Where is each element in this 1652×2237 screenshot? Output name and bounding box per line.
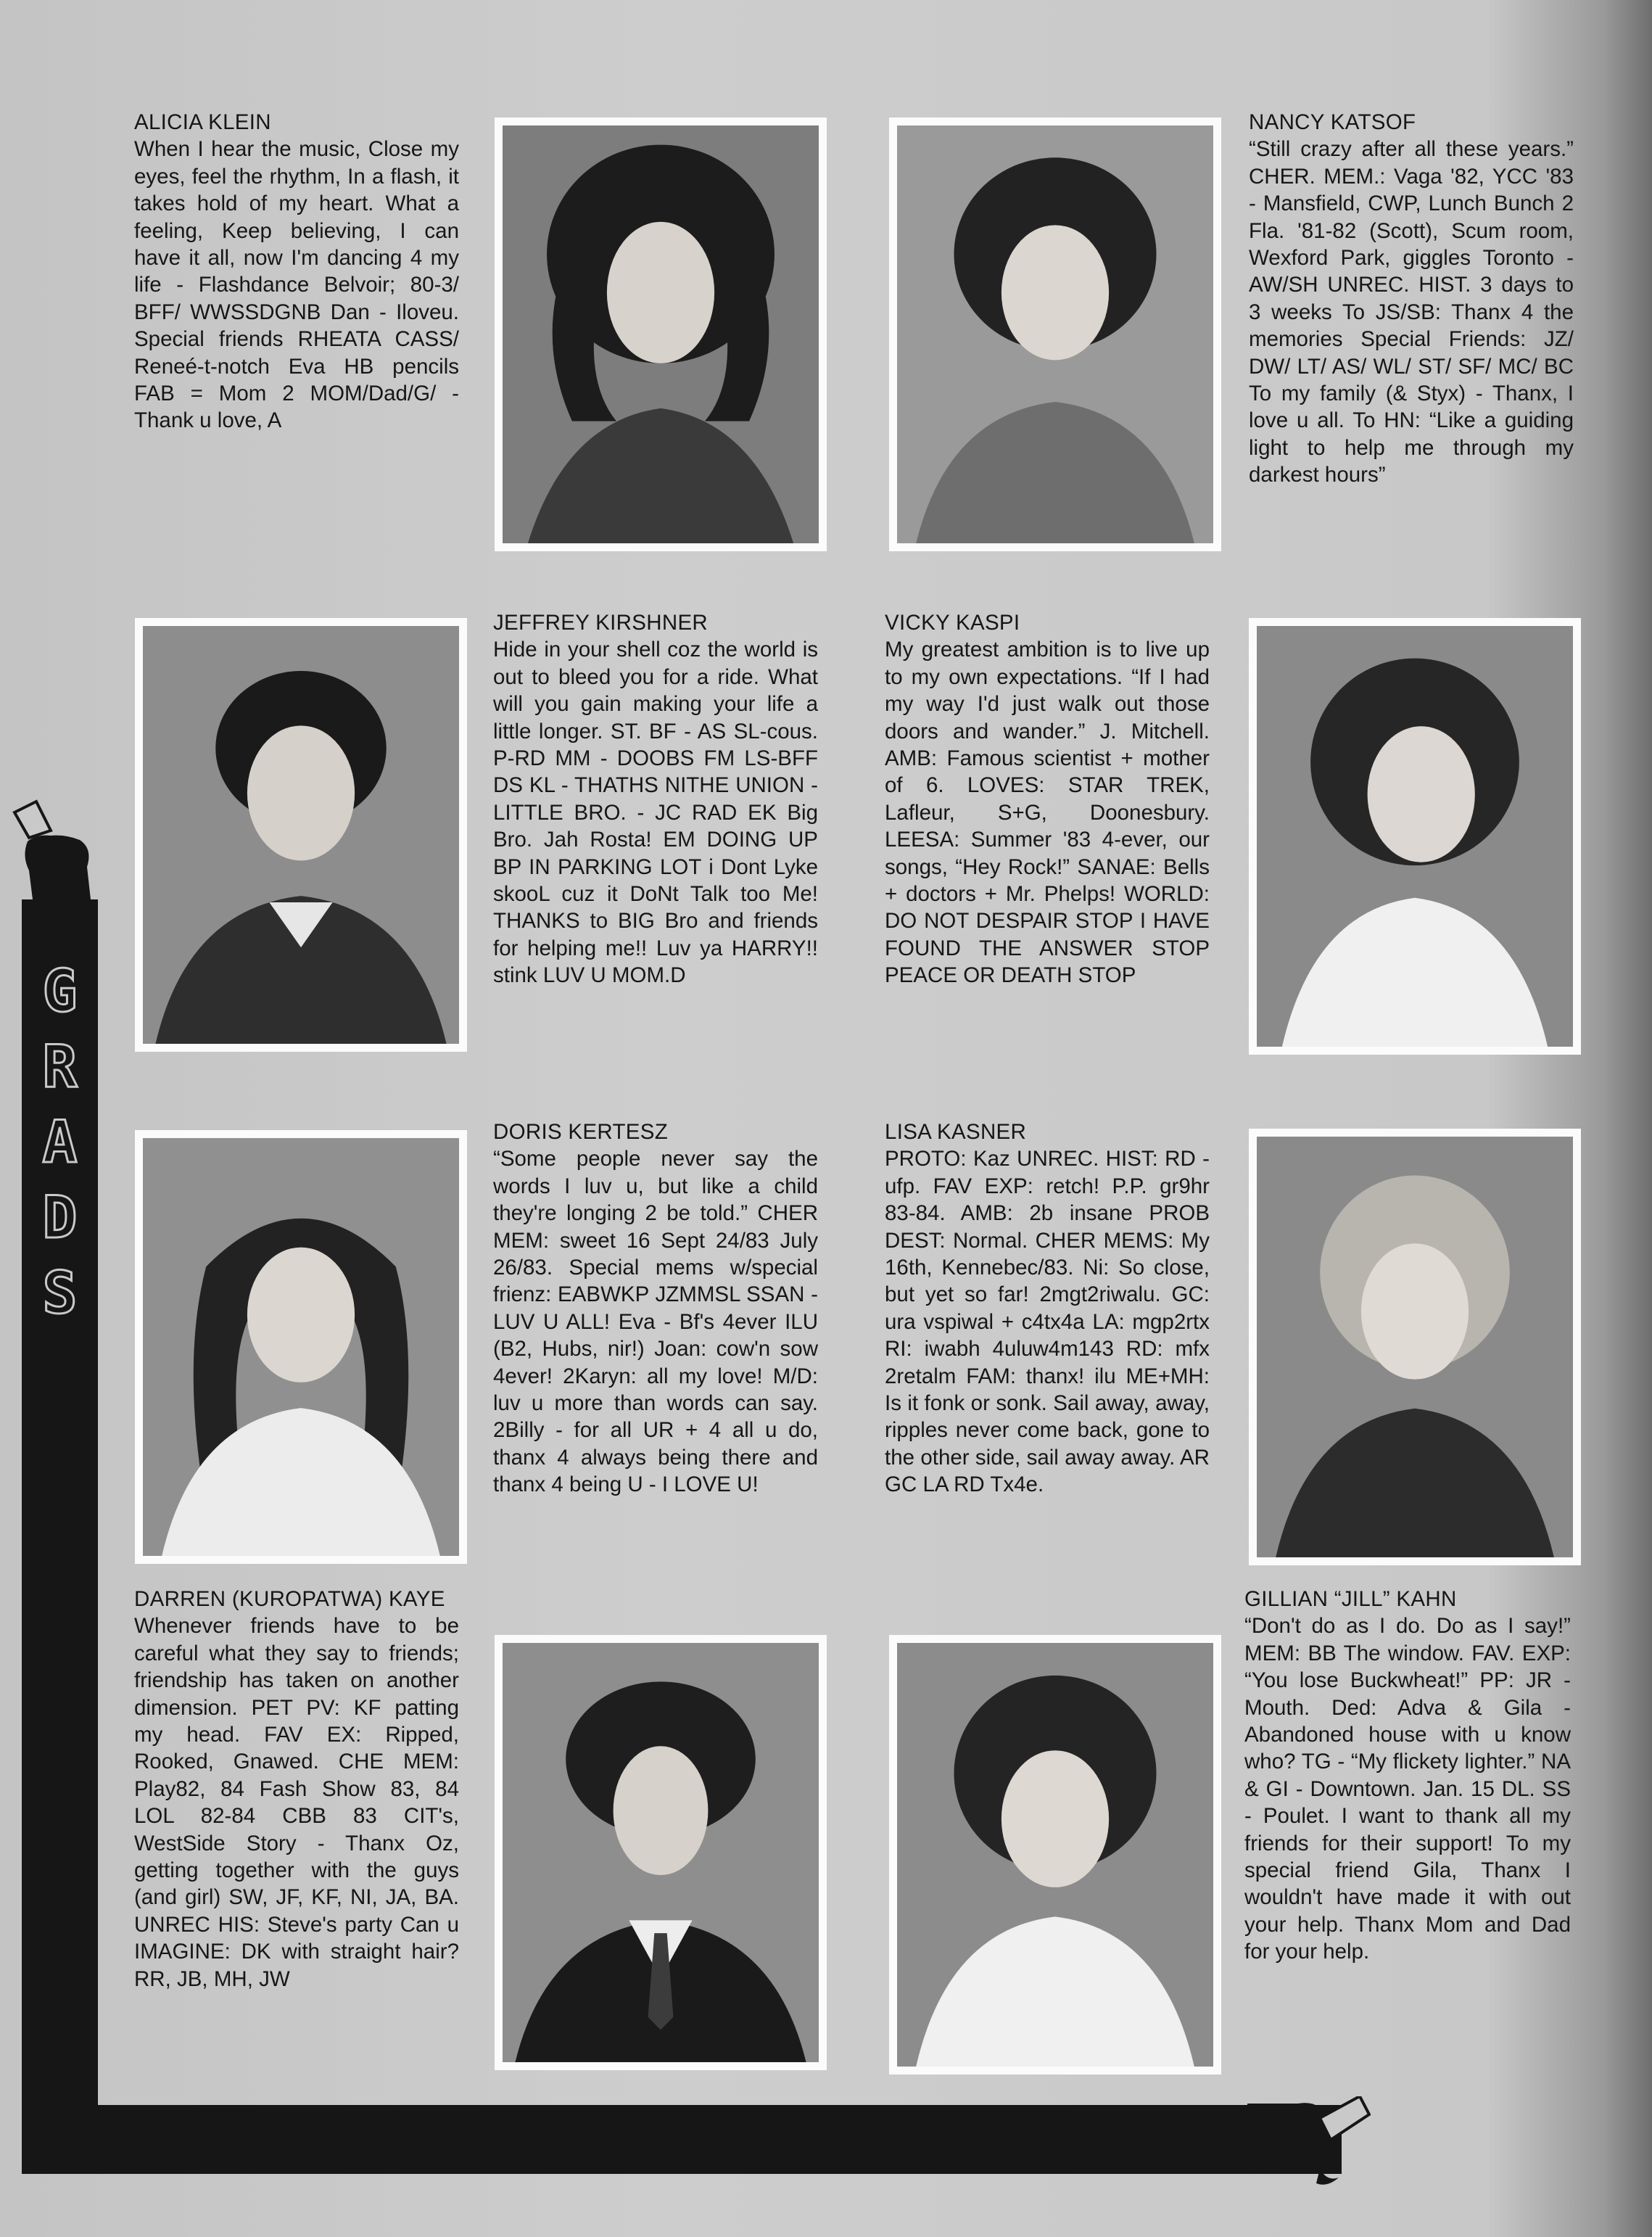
- student-name: JEFFREY KIRSHNER: [493, 611, 709, 635]
- student-name: GILLIAN “JILL” KAHN: [1244, 1587, 1457, 1611]
- portrait-photo-lisa-kasner: [1249, 1129, 1581, 1565]
- student-name: VICKY KASPI: [885, 611, 1020, 635]
- entry-gillian-kahn: [1244, 1586, 1571, 1966]
- entry-darren-kaye: [134, 1586, 459, 1993]
- student-bio: PROTO: Kaz UNREC. HIST: RD - ufp. FAV EXP: retch! P.P. gr9hr 83-84. AMB: 2b insane PROB DEST: Normal. CHER MEMS: My 16th, Kennebec/83. Ni: So close, but yet so far! 2mgt2riwalu. GC: ura vspiwal + c4tx4a LA: mgp2rtx RI: iwabh 4uluw4m143 RD: mfx 2retalm FAM: thanx! ilu ME+MH: Is it fonk or sonk. Sail away, away, ripples never come back, gone to the other side, sail away away. AR GC LA RD Tx4e.: [885, 1147, 1210, 1497]
- portrait-photo-gillian-kahn: [889, 1635, 1221, 2075]
- student-bio: Hide in your shell coz the world is out to bleed you for a ride. What will you gain making your life a little longer. ST. BF - AS SL-cous. P-RD MM - DOOBS FM LS-BFF DS KL - THATHS NITHE UNION - LITTLE BRO. - JC RAD EK Big Bro. Jah Rosta! EM DOING UP BP IN PARKING LOT i Dont Lyke skooL cuz it DoNt Talk too Me! THANKS to BIG Bro and friends for helping me!! Luv ya HARRY!! stink LUV U MOM.D: [493, 638, 818, 988]
- portrait-photo-jeffrey-kirshner: [135, 618, 467, 1052]
- portrait-photo-alicia-klein: [495, 118, 827, 551]
- entry-nancy-katsof: [1249, 109, 1574, 489]
- portrait-photo-darren-kaye: [495, 1635, 827, 2070]
- entry-alicia-klein: [134, 109, 459, 434]
- student-name: DORIS KERTESZ: [493, 1120, 669, 1144]
- student-bio: Whenever friends have to be careful what they say to friends; friendship has taken on another dimension. PET PV: KF patting my head. FAV EX: Ripped, Rooked, Gnawed. CHE MEM: Play82, 84 Fash Show 83, 84 LOL 82-84 CBB 83 CIT's, WestSide Story - Thanx Oz, getting together with the guys (and girl) SW, JF, KF, NI, JA, BA. UNREC HIS: Steve's party Can u IMAGINE: DK with straight hair? RR, JB, MH, JW: [134, 1614, 459, 1991]
- fist-holding-diploma-icon: [7, 798, 116, 914]
- student-bio: “Still crazy after all these years.” CHER. MEM.: Vaga '82, YCC '83 - Mansfield, CWP, Lunch Bunch 2 Fla. '81-82 (Scott), Scum room, Wexford Park, giggles Toronto - AW/SH UNREC. HIST. 3 days to 3 weeks To JS/SB: Thanx 4 the memories Special Friends: JZ/ DW/ LT/ AS/ WL/ ST/ SF/ MC/ BC To my family (& Styx) - Thanx, I love u all. To HN: “Like a guiding light to help me through my darkest hours”: [1249, 137, 1574, 487]
- entry-vicky-kaspi: [885, 609, 1210, 989]
- section-label-grads: G R A D S: [42, 957, 78, 1327]
- student-name: ALICIA KLEIN: [134, 110, 271, 134]
- student-bio: My greatest ambition is to live up to my own expectations. “If I had my way I'd just walk out those doors and wander.” J. Mitchell. AMB: Famous scientist + mother of 6. LOVES: STAR TREK, Lafleur, S+G, Doonesbury. LEESA: Summer '83 4-ever, our songs, “Hey Rock!” SANAE: Bells + doctors + Mr. Phelps! WORLD: DO NOT DESPAIR STOP I HAVE FOUND THE ANSWER STOP PEACE OR DEATH STOP: [885, 638, 1210, 988]
- hand-holding-scroll-icon: [1247, 2096, 1371, 2198]
- decorative-bottom-bar: [22, 2105, 1342, 2174]
- student-bio: “Don't do as I do. Do as I say!” MEM: BB The window. FAV. EXP: “You lose Buckwheat!” PP: JR - Mouth. Ded: Adva & Gila - Abandoned house with u know who? TG - “My flickety lighter.” NA & GI - Downtown. Jan. 15 DL. SS - Poulet. I want to thank all my friends for their support! To my special friend Gila, Thanx I wouldn't have made it with out your help. Thanx Mom and Dad for your help.: [1244, 1614, 1571, 1964]
- entry-lisa-kasner: [885, 1118, 1210, 1499]
- entry-jeffrey-kirshner: [493, 609, 818, 989]
- student-name: DARREN (KUROPATWA) KAYE: [134, 1587, 445, 1611]
- student-name: NANCY KATSOF: [1249, 110, 1416, 134]
- student-bio: “Some people never say the words I luv u, but like a child they're longing 2 be told.” CHER MEM: sweet 16 Sept 24/83 July 26/83. Special mems w/special frienz: EABWKP JZMMSL SSAN - LUV U ALL! Eva - Bf's 4ever ILU (B2, Hubs, nir!) Joan: cow'n sow 4ever! 2Karyn: all my love! M/D: luv u more than words can say. 2Billy - for all UR + 4 all u do, thanx 4 always being there and thanx 4 being U - I LOVE U!: [493, 1147, 818, 1497]
- portrait-photo-nancy-katsof: [889, 118, 1221, 551]
- portrait-photo-vicky-kaspi: [1249, 618, 1581, 1055]
- student-bio: When I hear the music, Close my eyes, feel the rhythm, In a flash, it takes hold of my heart. What a feeling, Keep believing, I can have it all, now I'm dancing 4 my life - Flashdance Belvoir; 80-3/ BFF/ WWSSDGNB Dan - Iloveu. Special friends RHEATA CASS/ Reneé-t-notch Eva HB pencils FAB = Mom 2 MOM/Dad/G/ - Thank u love, A: [134, 137, 459, 433]
- portrait-photo-doris-kertesz: [135, 1130, 467, 1564]
- student-name: LISA KASNER: [885, 1120, 1027, 1144]
- entry-doris-kertesz: [493, 1118, 818, 1499]
